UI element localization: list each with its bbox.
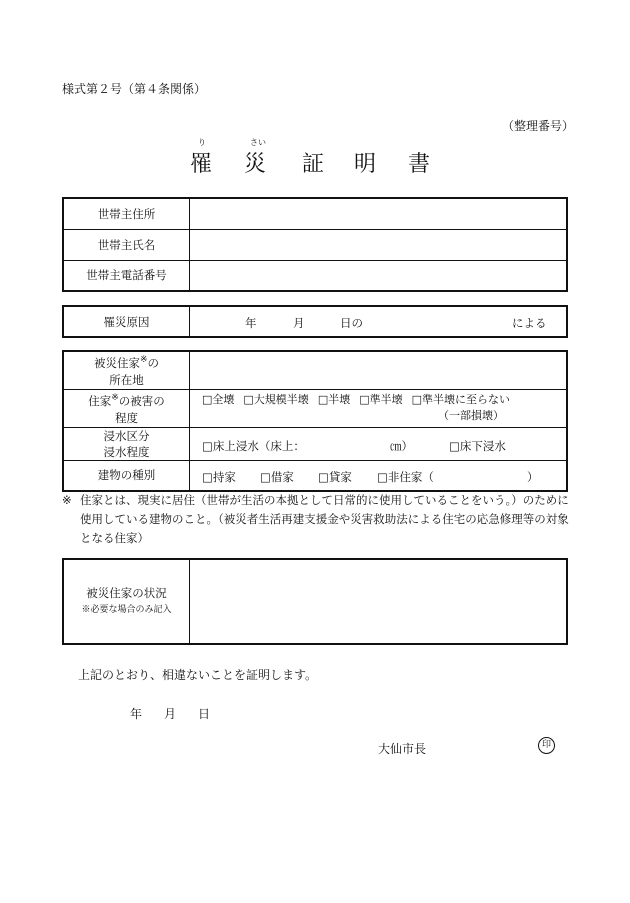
date-day: 日 (198, 707, 211, 721)
cause-label: 罹災原因 (63, 306, 190, 337)
location-label (63, 351, 190, 389)
document-title (190, 137, 440, 177)
building-field (190, 460, 568, 491)
cause-day: 日の (340, 316, 363, 330)
degree-label-2: の被害の (118, 393, 165, 408)
flood-unit: ㎝） (390, 438, 413, 453)
degree-option-large-half[interactable]: □大規模半壊 (243, 393, 309, 407)
building-option-non-residential[interactable]: □非住家（ (377, 469, 434, 484)
building-label: 建物の種別 (63, 460, 190, 491)
phone-label: 世帯主電話番号 (63, 260, 190, 291)
flood-below-option[interactable]: □床下浸水 (449, 438, 506, 453)
flood-label-2: 浸水程度 (103, 444, 150, 459)
degree-label-mark: ※ (111, 392, 119, 403)
location-label-3: 所在地 (109, 372, 144, 387)
date-year: 年 (130, 707, 143, 721)
title-char-3: 証 (302, 152, 325, 177)
title-char-2: 災 (244, 152, 267, 177)
flood-field (190, 427, 568, 460)
location-label-1: 被災住家 (93, 355, 140, 370)
cause-suffix: による (512, 316, 547, 330)
flood-above-option[interactable]: □床上浸水（床上： (202, 438, 305, 453)
ruby-ri: り (198, 138, 206, 147)
damage-table (62, 350, 568, 492)
certification-date (130, 705, 232, 722)
reference-number-label: （整理番号） (502, 119, 575, 133)
address-field[interactable] (190, 198, 568, 229)
residence-note (62, 491, 572, 548)
degree-option-semi-half[interactable]: □準半壊 (359, 393, 403, 407)
location-label-2: の (147, 355, 160, 370)
degree-option-total[interactable]: □全壊 (202, 393, 235, 407)
flood-label-1: 浸水区分 (103, 428, 150, 443)
date-month: 月 (164, 707, 177, 721)
certification-statement: 上記のとおり、相違ないことを証明します。 (78, 668, 318, 682)
note-text: 住家とは、現実に居住（世帯が生活の本拠として日常的に使用していることをいう。）のために使用している建物のこと。（被災者生活再建支援金や災害救助法による住宅の応急修理等の対象となる住家） (80, 493, 569, 545)
address-label: 世帯主住所 (63, 198, 190, 229)
note-mark: ※ (62, 493, 72, 507)
title-char-4: 明 (354, 152, 377, 177)
seal-mark: 印 (538, 737, 555, 754)
status-table (62, 558, 568, 645)
status-label (63, 559, 190, 644)
title-char-5: 書 (408, 152, 431, 177)
title-char-1: 罹 (190, 152, 213, 177)
location-field[interactable] (190, 351, 568, 389)
degree-label-3: 程度 (115, 410, 138, 425)
degree-option-half[interactable]: □半壊 (317, 393, 351, 407)
degree-options (190, 389, 568, 427)
phone-field[interactable] (190, 260, 568, 291)
cause-field[interactable] (190, 306, 568, 337)
ruby-sai: さい (250, 138, 266, 147)
degree-option-note: （一部損壊） (438, 409, 504, 423)
applicant-table (62, 197, 568, 292)
building-option-owned[interactable]: □持家 (202, 469, 236, 484)
name-field[interactable] (190, 229, 568, 260)
building-option-rented[interactable]: □借家 (260, 469, 294, 484)
signer-title: 大仙市長 (378, 742, 427, 756)
cause-table (62, 305, 568, 338)
degree-option-partial[interactable]: □準半壊に至らない (411, 393, 511, 407)
building-option-close-paren: ） (527, 469, 539, 484)
degree-label-1: 住家 (88, 393, 112, 408)
location-label-mark: ※ (139, 355, 148, 365)
status-label-main: 被災住家の状況 (86, 585, 167, 600)
name-label: 世帯主氏名 (63, 229, 190, 260)
cause-year: 年 (245, 316, 257, 330)
degree-label (63, 389, 190, 427)
flood-label (63, 427, 190, 460)
form-number: 様式第２号（第４条関係） (62, 82, 207, 96)
status-label-sub: ※必要な場合のみ記入 (81, 604, 172, 615)
status-field[interactable] (190, 559, 568, 644)
building-option-leased[interactable]: □貸家 (318, 469, 352, 484)
cause-month: 月 (293, 316, 305, 330)
